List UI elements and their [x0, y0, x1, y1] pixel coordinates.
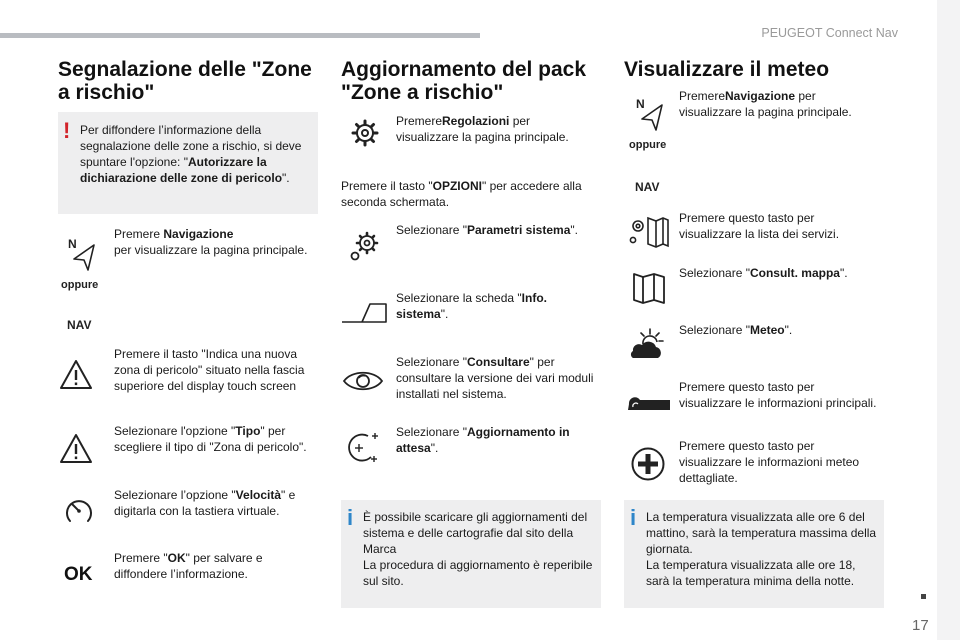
info-text-temperature: La temperatura visualizzata alle ore 6 del mattino, sarà la temperatura massima della giornata. La temperatura visualizzata alle ore 18, sarà la temperatura minima della notte. — [646, 510, 877, 588]
step-press-ok: Premere "OK" per salvare e diffondere l’informazione. — [114, 551, 263, 581]
warning-text: Per diffondere l’informazione della segnalazione delle zone a rischio, si deve spuntare l'opzione: "Autorizzare la dichiarazione delle zone di pericolo". — [80, 123, 302, 185]
warning-box — [58, 112, 318, 214]
step-update-pending: Selezionare "Aggiornamento in attesa". — [396, 425, 570, 455]
step-info-tab: Selezionare la scheda "Info. sistema". — [396, 291, 547, 321]
nav-button-label: NAV — [635, 180, 660, 194]
step-indicate-zone: Premere il tasto "Indica una nuova zona di pericolo" situato nella fascia superiore del display touch screen — [114, 347, 305, 393]
tab-icon — [340, 300, 388, 326]
step-navigation-weather: PremereNavigazione per visualizzare la pagina principale. — [679, 89, 852, 119]
nav-button-label: NAV — [67, 318, 92, 332]
navigation-compass-icon — [66, 236, 98, 276]
page-number: 17 — [912, 617, 929, 634]
warning-triangle-icon — [58, 432, 94, 466]
section-title-weather: Visualizzare il meteo — [624, 58, 830, 81]
step-system-params: Selezionare "Parametri sistema". — [396, 223, 578, 237]
speedometer-icon — [62, 494, 96, 528]
info-icon: i — [630, 505, 637, 530]
header-bar — [0, 33, 480, 38]
step-navigation: Premere Navigazione per visualizzare la pagina principale. — [114, 227, 308, 257]
plus-icon — [630, 446, 666, 482]
weather-icon — [628, 326, 670, 362]
system-settings-gears-icon — [347, 230, 381, 264]
step-main-info: Premere questo tasto per visualizzare le informazioni principali. — [679, 380, 877, 410]
step-select-type: Selezionare l'opzione "Tipo" per scegliere il tipo di "Zona di pericolo". — [114, 424, 307, 454]
step-select-speed: Selezionare l’opzione "Velocità" e digitarla con la tastiera virtuale. — [114, 488, 296, 518]
step-detailed-info: Premere questo tasto per visualizzare le informazioni meteo dettagliate. — [679, 439, 860, 485]
step-meteo: Selezionare "Meteo". — [679, 323, 793, 337]
compass-letter: N — [636, 97, 645, 111]
map-icon — [632, 270, 666, 306]
weather-widget-bar-icon — [626, 394, 672, 414]
ok-button-icon: OK — [64, 564, 93, 585]
step-options: Premere il tasto "OPZIONI" per accedere alla seconda schermata. — [341, 179, 582, 209]
section-title-danger-zones: Segnalazione delle "Zone a rischio" — [58, 58, 312, 104]
eye-icon — [342, 366, 384, 396]
navigation-compass-icon — [634, 96, 666, 136]
update-pending-icon — [344, 430, 382, 466]
info-box-temperature — [624, 500, 884, 608]
step-settings: PremereRegolazioni per visualizzare la pagina principale. — [396, 114, 569, 144]
page-marker — [921, 594, 926, 599]
services-gear-map-icon — [628, 214, 670, 248]
header-title: PEUGEOT Connect Nav — [761, 26, 898, 40]
info-icon: i — [347, 505, 354, 530]
info-box-updates — [341, 500, 601, 608]
step-consult-map: Selezionare "Consult. mappa". — [679, 266, 848, 280]
warning-triangle-icon — [58, 358, 94, 392]
oppure-label: oppure — [629, 139, 667, 151]
warning-exclamation-icon: ! — [63, 118, 71, 143]
section-title-pack-update: Aggiornamento del pack "Zone a rischio" — [341, 58, 587, 104]
gear-icon — [350, 118, 380, 148]
oppure-label: oppure — [61, 279, 99, 291]
step-services-list: Premere questo tasto per visualizzare la lista dei servizi. — [679, 211, 840, 241]
step-consult: Selezionare "Consultare" per consultare la versione dei vari moduli installati nel sistema. — [396, 355, 594, 401]
compass-letter: N — [68, 237, 77, 251]
info-text-updates: È possibile scaricare gli aggiornamenti del sistema e delle cartografie dal sito della Marca La procedura di aggiornamento è reperibile sul sito. — [363, 510, 593, 588]
page-edge-strip — [937, 0, 960, 640]
